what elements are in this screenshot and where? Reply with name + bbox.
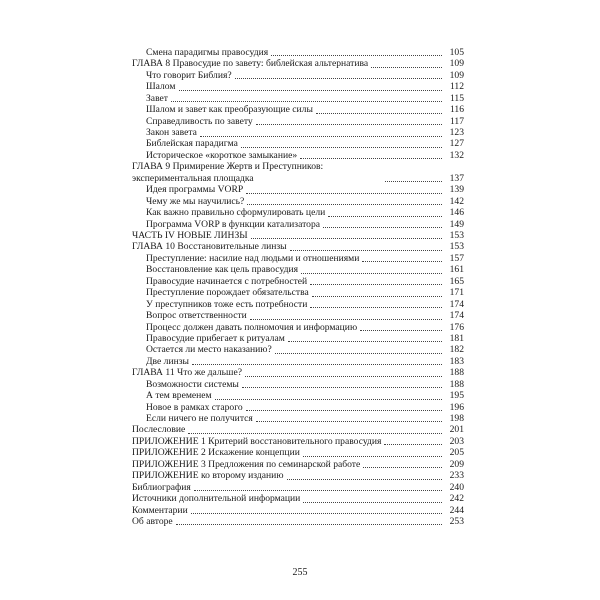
toc-entry-page: 201 [449, 424, 464, 436]
toc-entry-title: Шалом и завет как преобразующие силы [146, 104, 313, 116]
toc-entry-page: 183 [449, 355, 464, 367]
toc-entry-page: 174 [449, 298, 464, 310]
toc-entry-title: Завет [146, 92, 168, 104]
toc-entry [132, 310, 464, 321]
toc-entry-title: Историческое «короткое замыкание» [146, 149, 298, 161]
toc-entry-title: Смена парадигмы правосудия [146, 46, 269, 58]
toc-entry-title: Новое в рамках старого [146, 401, 243, 413]
toc-dot-leader [287, 479, 443, 480]
toc-entry-title: Процесс должен давать полномочия и информацию [146, 321, 358, 333]
toc-entry-title: ГЛАВА 8 Правосудие по завету: библейская альтернатива [132, 58, 369, 70]
toc-entry-title: Шалом [146, 81, 176, 93]
toc-entry-title: ГЛАВА 11 Что же дальше? [132, 367, 242, 379]
toc-entry-title: Если ничего не получится [146, 413, 253, 424]
toc-entry-page: 123 [449, 127, 464, 139]
toc-entry [132, 253, 464, 264]
toc-entry-page: 198 [449, 413, 464, 424]
toc-dot-leader [245, 376, 442, 377]
toc-entry-title: Правосудие прибегает к ритуалам [146, 332, 285, 344]
toc-entry-title: Об авторе [132, 515, 173, 527]
toc-entry-page: 153 [449, 230, 464, 241]
toc-dot-leader [246, 410, 442, 411]
toc-entry-page: 105 [449, 46, 464, 58]
toc-dot-leader [188, 433, 442, 434]
toc-entry [132, 81, 464, 92]
toc-entry [132, 436, 464, 447]
toc-dot-leader [246, 193, 442, 194]
toc-entry-page: 115 [449, 92, 464, 104]
page-number: 255 [292, 567, 308, 578]
toc-entry-page: 109 [449, 58, 464, 70]
toc-entry-title: Источники дополнительной информации [132, 493, 301, 505]
toc-entry-page: 196 [449, 401, 464, 413]
toc-entry [132, 356, 464, 367]
toc-dot-leader [312, 296, 442, 297]
toc-entry-page: 188 [449, 367, 464, 379]
toc-dot-leader [310, 307, 442, 308]
toc-entry [132, 424, 464, 435]
toc-dot-leader [303, 456, 442, 457]
toc-entry-title: А тем временем [146, 390, 212, 402]
toc-entry-page: 161 [449, 264, 464, 276]
toc-entry-page: 149 [449, 218, 464, 230]
toc-dot-leader [316, 113, 442, 114]
toc-dot-leader [179, 90, 443, 91]
toc-dot-leader [310, 284, 442, 285]
toc-dot-leader [328, 216, 442, 217]
toc-dot-leader [171, 101, 442, 102]
toc-dot-leader [301, 273, 442, 274]
toc-entry [132, 482, 464, 493]
toc-dot-leader [191, 513, 442, 514]
toc-entry-title: Идея программы VORP [146, 184, 244, 196]
toc-entry-title: У преступников тоже есть потребности [146, 298, 308, 310]
toc-dot-leader [200, 136, 442, 137]
toc-dot-leader [235, 78, 442, 79]
toc-entry-title: ГЛАВА 10 Восстановительные линзы [132, 241, 287, 253]
toc-dot-leader [275, 353, 442, 354]
toc-entry-title: Вопрос ответственности [146, 310, 247, 322]
toc-entry-title: Библейская парадигма [146, 138, 238, 150]
toc-entry-title: ПРИЛОЖЕНИЕ ко второму изданию [132, 470, 284, 482]
toc-entry-title: Программа VORP в функции катализатора [146, 218, 320, 230]
toc-entry-title: ЧАСТЬ IV НОВЫЕ ЛИНЗЫ [132, 230, 248, 241]
toc-dot-leader [250, 319, 442, 320]
toc-entry-page: 127 [449, 138, 464, 150]
toc-entry [132, 333, 464, 344]
toc-entry-title: Комментарии [132, 504, 188, 516]
toc-entry [132, 367, 464, 378]
toc-entry [132, 344, 464, 355]
toc-entry-page: 171 [449, 287, 464, 299]
toc-entry-title: ПРИЛОЖЕНИЕ 3 Предложения по семинарской работе [132, 458, 361, 470]
toc-entry [132, 276, 464, 287]
toc-entry-page: 188 [449, 378, 464, 390]
toc-entry-title: ПРИЛОЖЕНИЕ 1 Критерий восстановительного правосудия [132, 435, 382, 447]
toc-entry-page: 109 [449, 69, 464, 81]
toc-dot-leader [323, 227, 442, 228]
toc-entry-title: ПРИЛОЖЕНИЕ 2 Искажение концепции [132, 447, 300, 459]
toc-entry [132, 287, 464, 298]
toc-entry-title: Остается ли место наказанию? [146, 344, 272, 356]
toc-entry-page: 244 [449, 504, 464, 516]
toc-dot-leader [384, 444, 442, 445]
toc-entry-page: 139 [449, 184, 464, 196]
toc-entry [132, 459, 464, 470]
toc-entry [132, 116, 464, 127]
toc-entry [132, 379, 464, 390]
toc-entry [132, 470, 464, 481]
toc-entry-title: ГЛАВА 9 Примирение Жертв и Преступников: экспериментальная площадка [132, 161, 383, 184]
toc-entry-page: 117 [449, 115, 464, 127]
toc-dot-leader [362, 261, 442, 262]
toc-entry [132, 184, 464, 195]
toc-dot-leader [247, 204, 442, 205]
toc-entry-page: 181 [449, 332, 464, 344]
toc-entry [132, 150, 464, 161]
toc-entry [132, 516, 464, 527]
toc-entry-title: Возможности системы [146, 378, 239, 390]
toc-entry [132, 241, 464, 252]
toc-entry [132, 207, 464, 218]
toc-entry-title: Чему же мы научились? [146, 195, 245, 207]
toc-entry-page: 240 [449, 481, 464, 493]
toc-entry [132, 47, 464, 58]
toc-entry-title: Закон завета [146, 127, 197, 139]
toc-entry [132, 390, 464, 401]
toc-entry-title: Преступление порождает обязательства [146, 287, 309, 299]
toc-entry [132, 447, 464, 458]
toc-entry-page: 174 [449, 310, 464, 322]
toc-dot-leader [300, 158, 442, 159]
toc-entry-page: 146 [449, 207, 464, 219]
toc-entry-page: 205 [449, 447, 464, 459]
toc-entry-page: 203 [449, 435, 464, 447]
toc-entry [132, 104, 464, 115]
toc-entry-title: Правосудие начинается с потребностей [146, 275, 308, 287]
toc-entry [132, 322, 464, 333]
toc-entry-page: 137 [449, 172, 464, 184]
toc-dot-leader [371, 67, 442, 68]
toc-entry-title: Как важно правильно сформулировать цели [146, 207, 326, 219]
toc-entry [132, 264, 464, 275]
toc-entry [132, 505, 464, 516]
toc-entry [132, 161, 464, 184]
toc-entry-page: 132 [449, 149, 464, 161]
toc-dot-leader [194, 490, 442, 491]
toc-entry [132, 402, 464, 413]
toc-entry-title: Что говорит Библия? [146, 69, 232, 81]
toc-dot-leader [256, 124, 442, 125]
toc-entry-page: 176 [449, 321, 464, 333]
toc-entry-page: 142 [449, 195, 464, 207]
toc-entry [132, 413, 464, 424]
toc-entry [132, 299, 464, 310]
toc-entry-page: 182 [449, 344, 464, 356]
toc-entry [132, 70, 464, 81]
toc-dot-leader [303, 502, 442, 503]
toc-entry [132, 196, 464, 207]
toc-entry [132, 93, 464, 104]
toc-entry [132, 219, 464, 230]
toc-dot-leader [385, 181, 442, 182]
toc-entry-page: 153 [449, 241, 464, 253]
toc-entry-page: 165 [449, 275, 464, 287]
table-of-contents [132, 47, 464, 527]
toc-dot-leader [360, 330, 442, 331]
toc-dot-leader [215, 399, 442, 400]
toc-entry-title: Восстановление как цель правосудия [146, 264, 299, 276]
toc-entry-title: Справедливость по завету [146, 115, 253, 127]
toc-entry [132, 58, 464, 69]
toc-entry-title: Библиография [132, 481, 191, 493]
toc-entry-title: Преступление: насилие над людьми и отношениями [146, 252, 360, 264]
toc-entry-page: 233 [449, 470, 464, 482]
toc-dot-leader [242, 387, 442, 388]
toc-entry [132, 493, 464, 504]
toc-dot-leader [256, 421, 442, 422]
toc-dot-leader [271, 55, 442, 56]
toc-entry-page: 209 [449, 458, 464, 470]
toc-entry-page: 253 [449, 515, 464, 527]
toc-dot-leader [241, 147, 442, 148]
toc-entry-page: 195 [449, 390, 464, 402]
toc-entry-title: Две линзы [146, 355, 189, 367]
toc-dot-leader [192, 364, 442, 365]
toc-dot-leader [290, 250, 442, 251]
toc-entry [132, 230, 464, 241]
toc-entry-title: Послесловие [132, 424, 186, 436]
toc-entry-page: 112 [449, 81, 464, 93]
toc-entry-page: 157 [449, 252, 464, 264]
toc-dot-leader [363, 467, 442, 468]
toc-entry [132, 127, 464, 138]
toc-entry-page: 116 [449, 104, 464, 116]
toc-dot-leader [288, 341, 442, 342]
toc-dot-leader [251, 238, 442, 239]
toc-dot-leader [176, 524, 442, 525]
toc-entry [132, 139, 464, 150]
toc-entry-page: 242 [449, 493, 464, 505]
